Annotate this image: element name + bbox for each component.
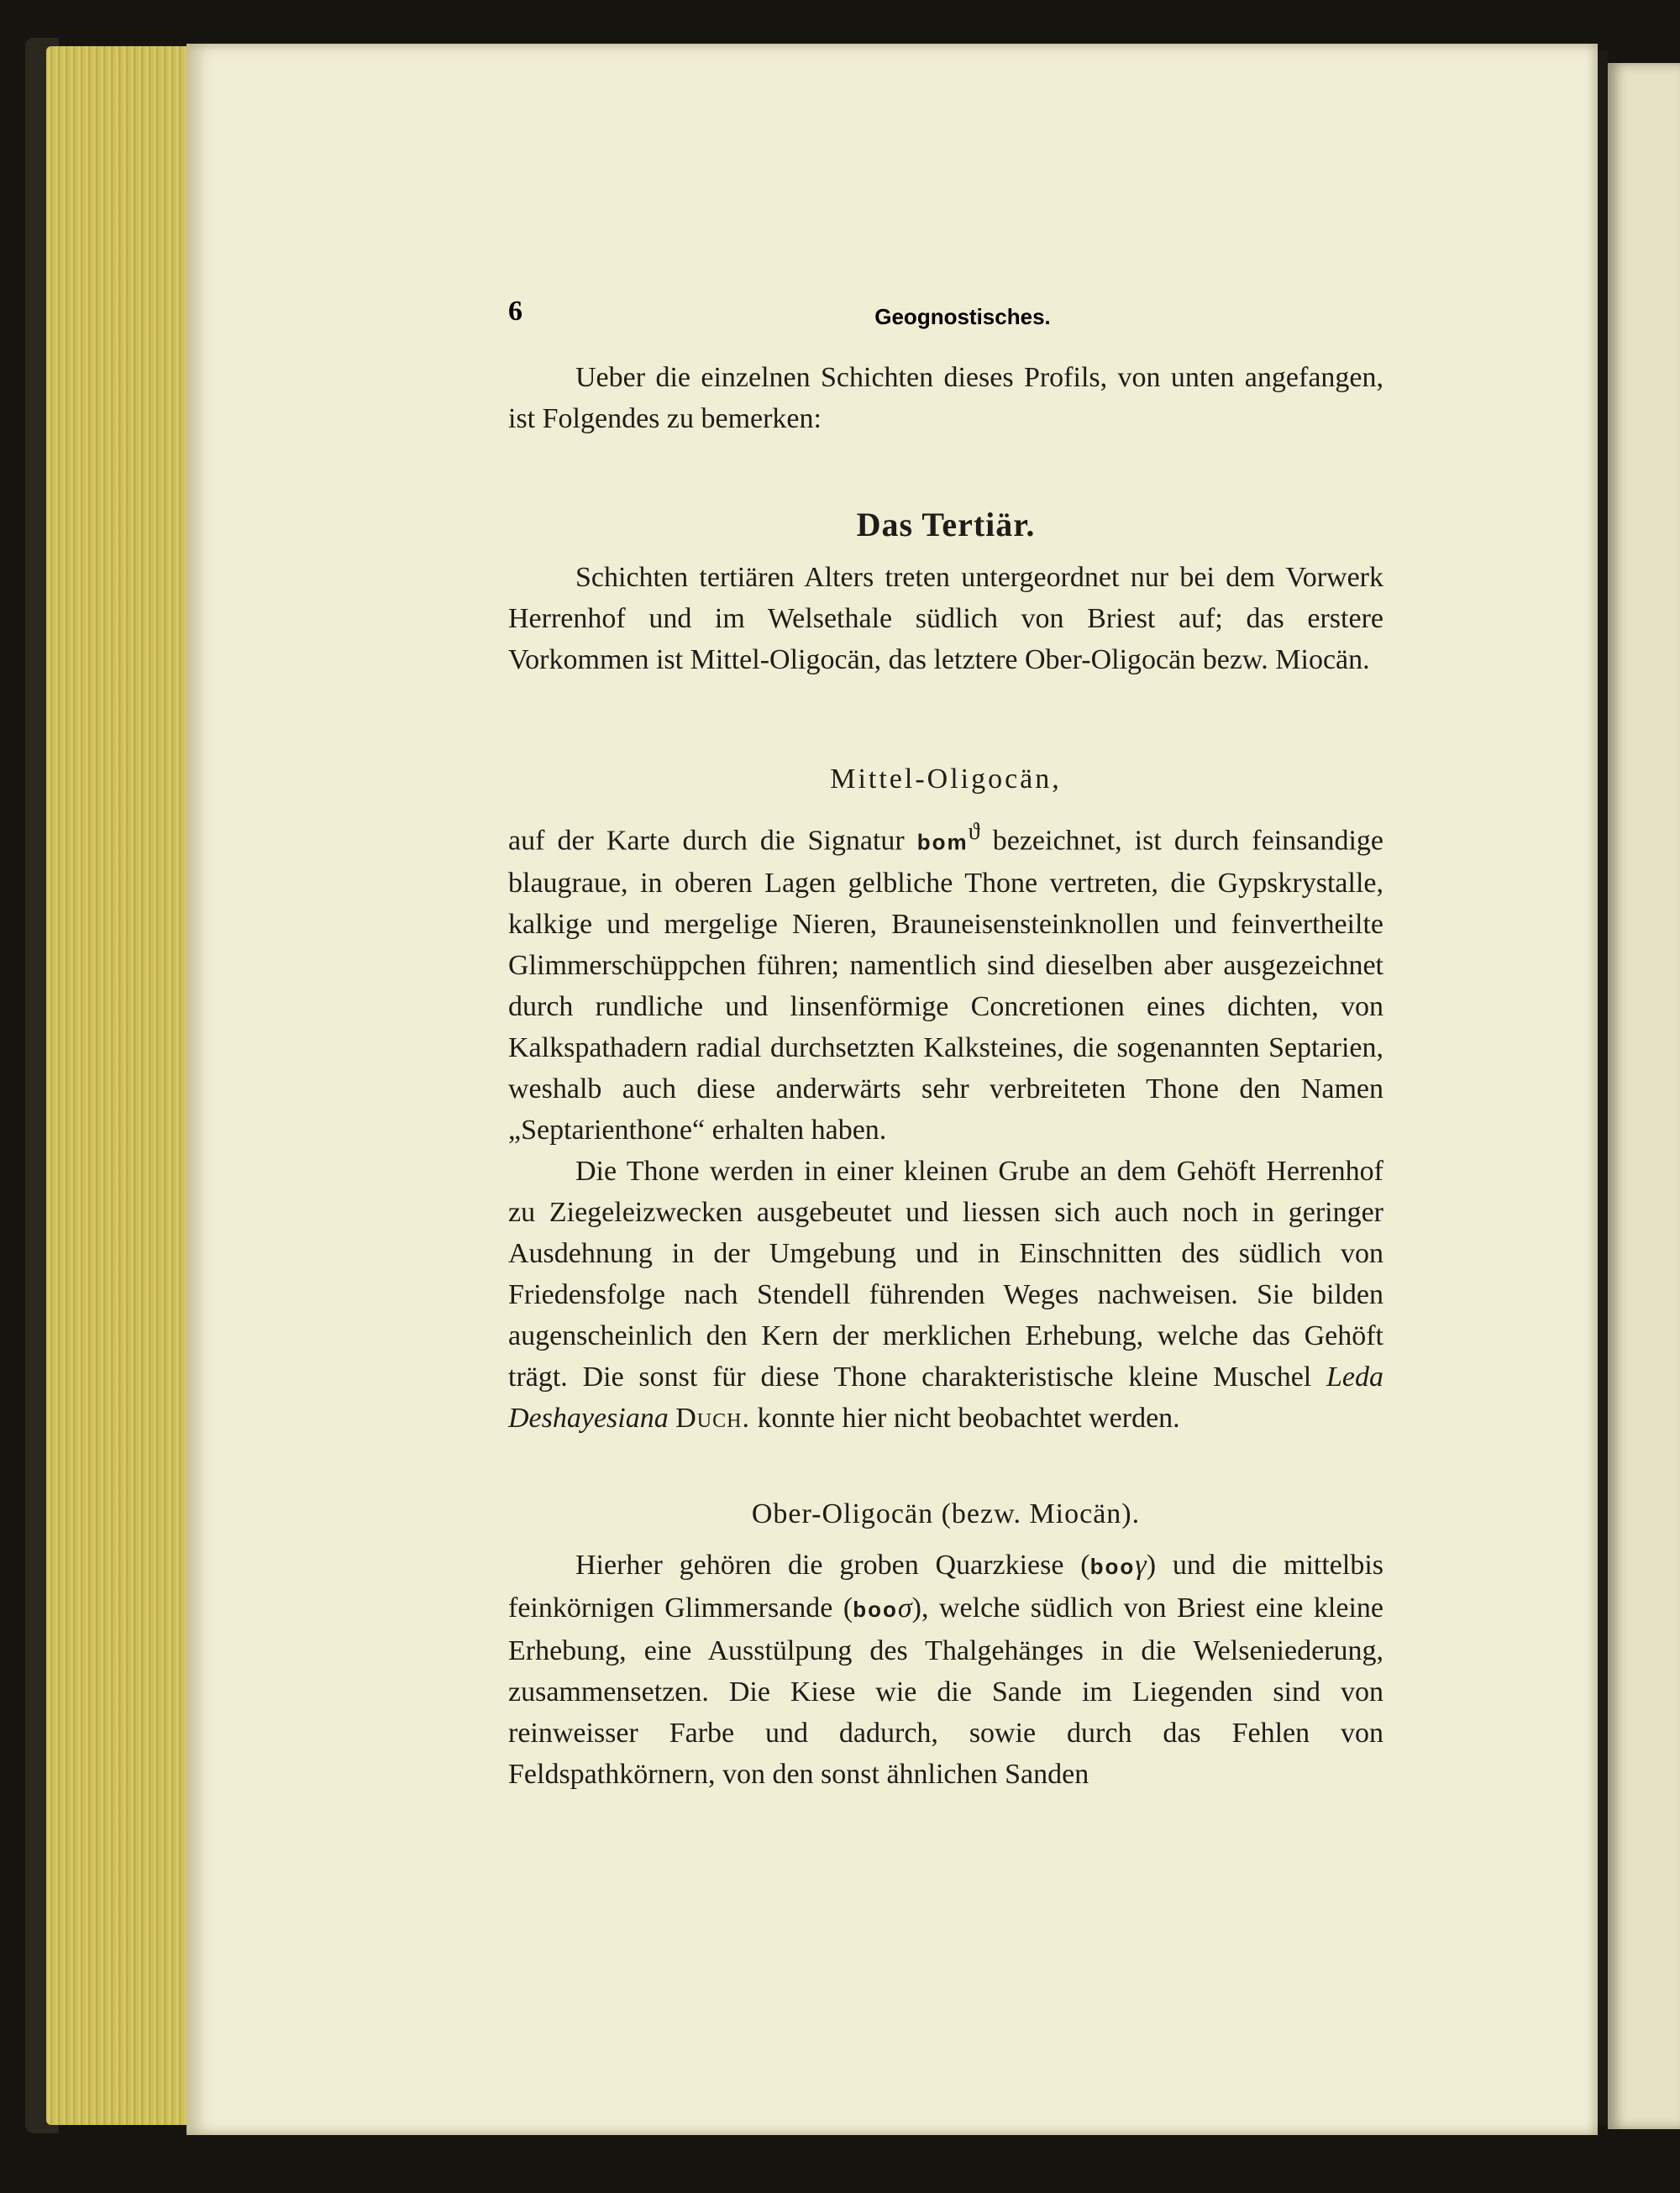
map-signature: bom: [916, 829, 969, 855]
book-gutter: [1598, 50, 1608, 2125]
text-run: konnte hier nicht beobachtet werden.: [749, 1403, 1180, 1435]
ober-oligocaen-paragraph: [508, 1545, 1383, 1795]
mittel-oligocaen-paragraph-1: [508, 811, 1383, 1151]
map-signature-sand: boo: [853, 1597, 898, 1622]
ober-oligocaen-section: [508, 1491, 1383, 1795]
tertiar-paragraph: Schichten tertiären Alters treten untergeordnet nur bei dem Vorwerk Herrenhof und im Welsethale südlich von Briest auf; das erstere Vorkommen ist Mittel-Oligocän, das letztere Ober-Oligocän bezw. Miocän.: [508, 562, 1383, 675]
text-run: Hierher gehören die groben Quarzkiese (: [575, 1550, 1090, 1581]
map-signature-sand-greek: σ: [897, 1592, 912, 1624]
text-run: bezeichnet, ist durch feinsandige blaugraue, in oberen Lagen gelbliche Thone vertreten, die Gypskrystalle, kalkige und mergelige Nieren, Brauneisensteinknollen und feinvertheilte Glimmerschüppchen führen; namentlich sind dieselben aber ausgezeichnet durch rundliche und linsenförmige Concretionen eines dichten, von Kalkspathadern radial durchsetzten Kalksteines, die sogenannten Septarien, weshalb auch diese anderwärts sehr verbreiteten Thone den Namen „Septarienthone“ erhalten haben.: [508, 825, 1383, 1146]
page-number: 6: [508, 296, 522, 327]
section-heading-ober-oligocaen: Ober-Oligocän (bezw. Miocän).: [751, 1498, 1141, 1529]
species-name: Leda Deshayesiana: [508, 1361, 1383, 1435]
intro-section: [508, 357, 1383, 439]
map-signature-kies: boo: [1089, 1554, 1136, 1579]
running-head: [508, 296, 1383, 333]
text-run: Die Thone werden in einer kleinen Grube an dem Gehöft Herrenhof zu Ziegeleizwecken ausgebeutet und liessen sich auch noch in geringer Ausdehnung in der Umgebung und in Einschnitten des südlich von Friedensfolge nach Stendell führenden Weges nachweisen. Sie bilden augenscheinlich den Kern der merklichen Erhebung, welche das Gehöft trägt. Die sonst für diese Thone charakteristische kleine Muschel: [508, 1156, 1383, 1393]
text-run: ) und die mittelbis feinkörnigen Glimmersande (: [508, 1550, 1384, 1624]
mittel-oligocaen-section: [508, 756, 1383, 1439]
facing-page-edge: [1608, 63, 1680, 2129]
species-author: Duch.: [675, 1403, 750, 1435]
text-run: auf der Karte durch die Signatur: [508, 825, 917, 857]
text-run: ), welche südlich von Briest eine kleine Erhebung, eine Ausstülpung des Thalgehänges in die Welseniederung, zusammensetzen. Die Kiese wie die Sande im Liegenden sind von reinweisser Farbe und dadurch, sowie durch das Fehlen von Feldspathkörnern, von den sonst ähnlichen Sanden: [508, 1592, 1383, 1790]
running-title: Geognostisches.: [874, 304, 1051, 329]
mittel-oligocaen-paragraph-2: [508, 1151, 1383, 1439]
intro-paragraph: Ueber die einzelnen Schichten dieses Profils, von unten angefangen, ist Folgendes zu bemerken:: [508, 362, 1383, 434]
section-heading-mittel-oligocaen: Mittel-Oligocän,: [830, 763, 1062, 795]
page-edges: [46, 46, 193, 2125]
section-heading-tertiar: Das Tertiär.: [856, 506, 1036, 543]
tertiar-section: [508, 500, 1383, 680]
map-signature-kies-greek: γ: [1135, 1550, 1147, 1581]
map-signature-suffix: ϑ: [968, 819, 980, 845]
